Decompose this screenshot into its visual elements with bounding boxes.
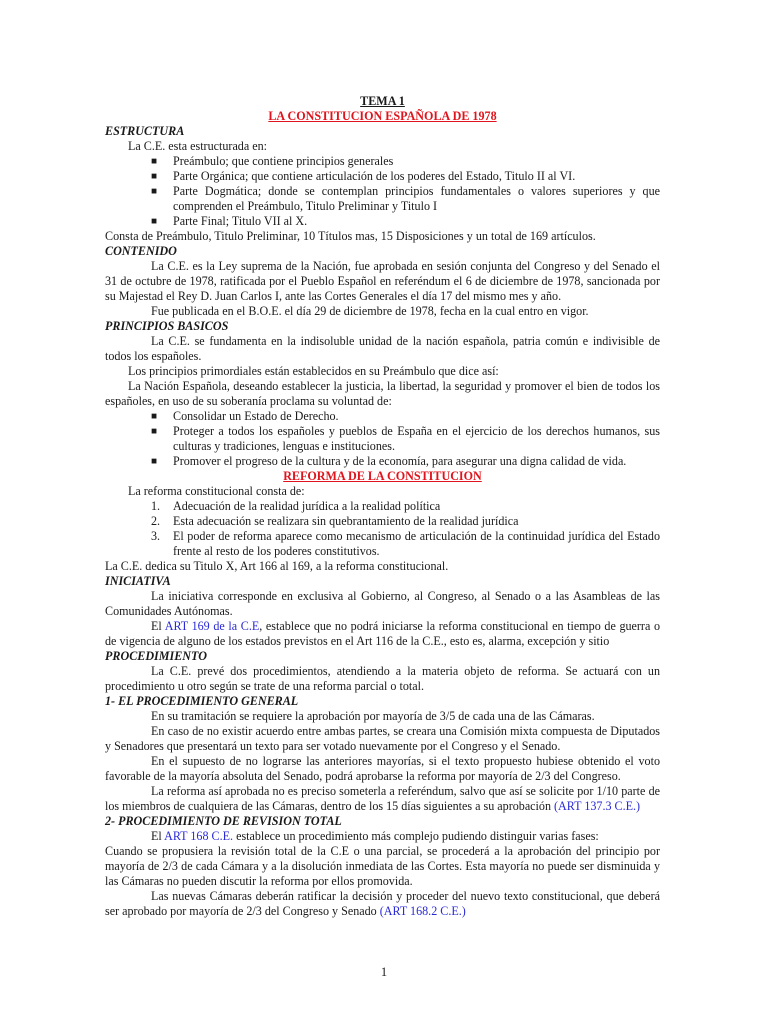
art-168-link[interactable]: ART 168 C.E. [164,829,234,843]
general-paragraph: En su tramitación se requiere la aprobación por mayoría de 3/5 de cada una de las Cámaras. [151,709,595,723]
square-bullet-icon: ■ [151,411,158,422]
revision-paragraph: Las nuevas Cámaras deberán ratificar la decisión y proceder del nuevo texto constitucional, que deberá ser aprobado por mayoría de 2/3 del Congreso y Senado (ART 168.2 C.E.) [105,889,660,918]
reforma-list [105,499,660,559]
section-heading-contenido: CONTENIDO [105,244,177,258]
art-137-link[interactable]: (ART 137.3 C.E.) [554,799,641,813]
doc-title: TEMA 1 [360,94,405,108]
art-169-link[interactable]: ART 169 de la C.E [164,619,260,633]
iniciativa-paragraph: El ART 169 de la C.E, establece que no podrá iniciarse la reforma constitucional en tiempo de guerra o de vigencia de alguno de los estados previstos en el Art 116 de la C.E., esto es, alarma, excepción y sitio [105,619,661,648]
square-bullet-icon: ■ [151,156,158,167]
list-item: ■ Consolidar un Estado de Derecho. [151,409,339,423]
list-item: 3. El poder de reforma aparece como mecanismo de articulación de la continuidad jurídica del Estado frente al resto de los poderes constitutivos. [151,529,660,558]
list-item: ■ Parte Dogmática; donde se contemplan principios fundamentales o valores superiores y que comprenden el Preámbulo, Titulo Preliminar y Titulo I [151,184,660,213]
square-bullet-icon: ■ [151,456,158,467]
revision-paragraph: El ART 168 C.E. establece un procedimiento más complejo pudiendo distinguir varias fases: [151,829,599,843]
reforma-dedica: La C.E. dedica su Titulo X, Art 166 al 169, a la reforma constitucional. [105,559,449,573]
list-item: ■ Parte Orgánica; que contiene articulación de los poderes del Estado, Titulo II al VI. [151,169,576,183]
general-paragraph: En caso de no existir acuerdo entre ambas partes, se creara una Comisión mixta compuesta de Diputados y Senadores que presentará un texto para ser votado nuevamente por el Congreso y el Senado. [105,724,660,753]
page-number: 1 [380,965,388,979]
iniciativa-paragraph: La iniciativa corresponde en exclusiva al Gobierno, al Congreso, al Senado o a las Asambleas de las Comunidades Autónomas. [105,589,660,618]
reforma-title: REFORMA DE LA CONSTITUCION [283,469,482,483]
revision-paragraph: Cuando se propusiera la revisión total de la C.E o una parcial, se procederá a la aprobación del principio por mayoría de 2/3 de cada Cámara y a la disolución inmediata de las Cortes. Esta mayoría no puede ser disminuida y las Cámaras no pueden discutir la reforma por ellos promovida. [105,844,660,888]
list-item: ■ Parte Final; Titulo VII al X. [151,214,308,228]
estructura-intro: La C.E. esta estructurada en: [128,139,268,153]
general-paragraph: La reforma así aprobada no es preciso someterla a referéndum, salvo que así se solicite por 1/10 parte de los miembros de cualquiera de las Cámaras, dentro de los 15 días siguientes a su aprobación (ART 137.3 C.E.) [105,784,660,813]
section-heading-iniciativa: INICIATIVA [105,574,171,588]
list-item: 1. Adecuación de la realidad jurídica a la realidad política [151,499,441,513]
list-item: ■ Proteger a todos los españoles y pueblos de España en el ejercicio de los derechos humanos, sus culturas y tradiciones, lenguas e instituciones. [151,424,660,453]
art-168-2-link[interactable]: (ART 168.2 C.E.) [379,904,466,918]
section-heading-estructura: ESTRUCTURA [105,124,185,138]
procedimiento-paragraph: La C.E. prevé dos procedimientos, atendiendo a la materia objeto de reforma. Se actuará con un procedimiento u otro según se trate de una reforma parcial o total. [105,664,660,693]
principios-paragraph: La C.E. se fundamenta en la indisoluble unidad de la nación española, patria común e indivisible de todos los españoles. [105,334,660,363]
section-heading-general: 1- EL PROCEDIMIENTO GENERAL [105,694,299,708]
contenido-paragraph: La C.E. es la Ley suprema de la Nación, fue aprobada en sesión conjunta del Congreso y del Senado el 31 de octubre de 1978, ratificada por el Pueblo Español en referéndum el 6 de diciembre de 1978, sancionada por su Majestad el Rey D. Juan Carlos I, ante las Cortes Generales el día 17 del mismo mes y año. [105,259,660,303]
document-body [105,94,660,919]
estructura-list [105,154,660,229]
list-item: 2. Esta adecuación se realizara sin quebrantamiento de la realidad jurídica [151,514,519,528]
estructura-summary: Consta de Preámbulo, Titulo Preliminar, 10 Títulos mas, 15 Disposiciones y un total de 169 artículos. [105,229,596,243]
list-item: ■ Preámbulo; que contiene principios generales [151,154,394,168]
reforma-intro: La reforma constitucional consta de: [128,484,305,498]
square-bullet-icon: ■ [151,426,158,437]
list-item: ■ Promover el progreso de la cultura y de la economía, para asegurar una digna calidad de vida. [151,454,627,468]
doc-subtitle: LA CONSTITUCION ESPAÑOLA DE 1978 [268,109,497,123]
section-heading-principios: PRINCIPIOS BASICOS [105,319,229,333]
square-bullet-icon: ■ [151,186,158,197]
general-paragraph: En el supuesto de no lograrse las anteriores mayorías, si el texto propuesto hubiese obtenido el voto favorable de la mayoría absoluta del Senado, podrá aprobarse la reforma por mayoría de 2/3 del Congreso. [105,754,660,783]
principios-paragraph: La Nación Española, deseando establecer la justicia, la libertad, la seguridad y promover el bien de todos los españoles, en uso de su soberanía proclama su voluntad de: [105,379,660,408]
principios-list [105,409,660,469]
contenido-paragraph: Fue publicada en el B.O.E. el día 29 de diciembre de 1978, fecha en la cual entro en vigor. [151,304,589,318]
square-bullet-icon: ■ [151,216,158,227]
section-heading-procedimiento: PROCEDIMIENTO [105,649,207,663]
square-bullet-icon: ■ [151,171,158,182]
section-heading-revision: 2- PROCEDIMIENTO DE REVISION TOTAL [105,814,342,828]
principios-paragraph: Los principios primordiales están establecidos en su Preámbulo que dice así: [128,364,499,378]
